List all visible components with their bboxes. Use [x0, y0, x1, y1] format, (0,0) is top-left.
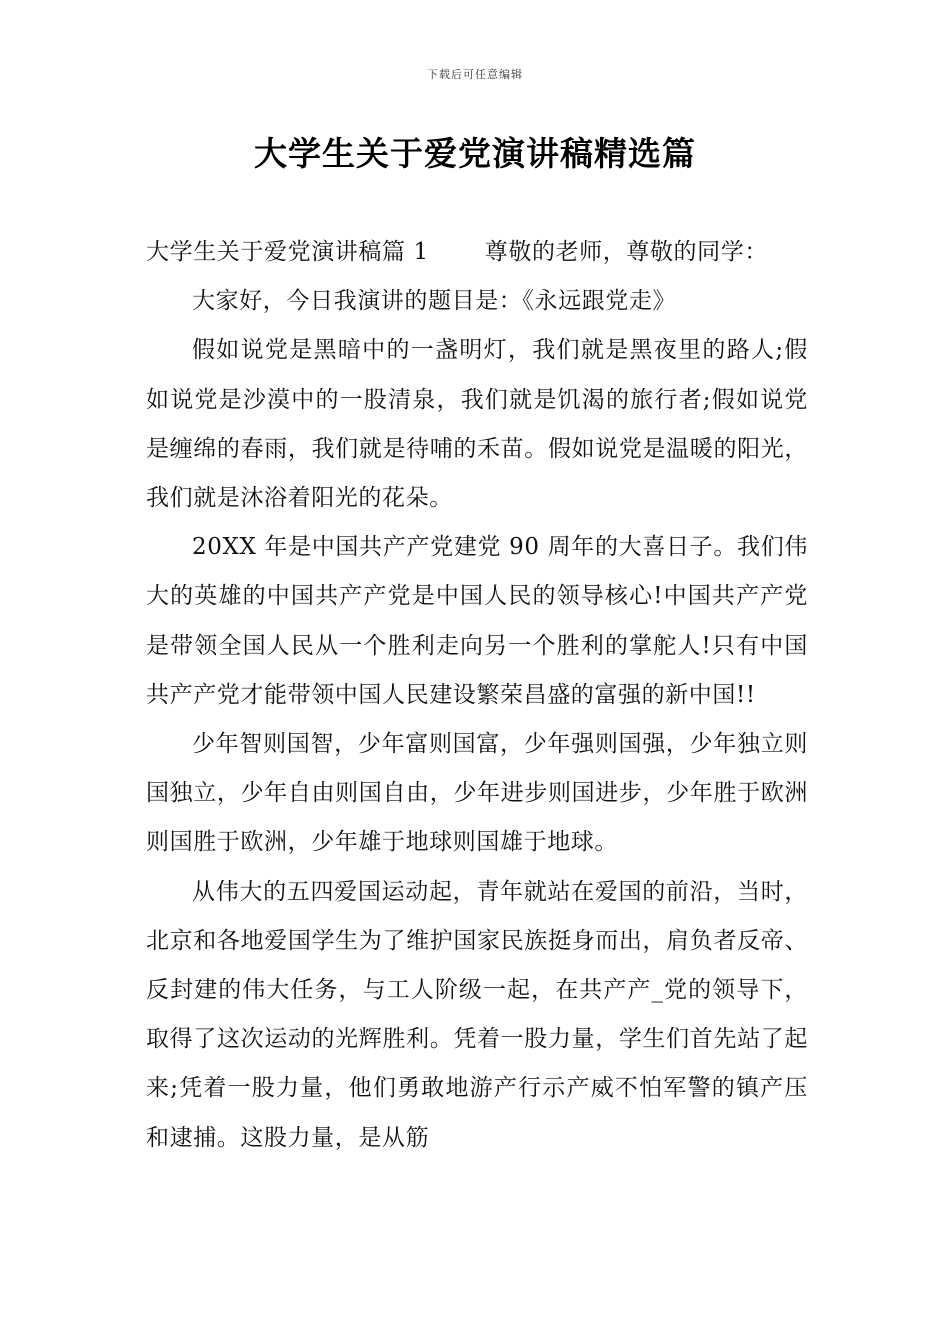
paragraph: 少年智则国智，少年富则国富，少年强则国强，少年独立则国独立，少年自由则国自由，少年进步则国进步，少年胜于欧洲则国胜于欧洲，少年雄于地球则国雄于地球。 — [146, 731, 808, 856]
paragraph: 20XX 年是中国共产产党建党 90 周年的大喜日子。我们伟大的英雄的中国共产产党是中国人民的领导核心!中国共产产党是带领全国人民从一个胜利走向另一个胜利的掌舵人!只有中国共产产党才能带领中国人民建设繁荣昌盛的富强的新中国!! — [146, 534, 808, 708]
document-title: 大学生关于爱党演讲稿精选篇 — [254, 134, 696, 173]
header-note: 下载后可任意编辑 — [427, 68, 523, 81]
salutation: 尊敬的老师，尊敬的同学： — [484, 239, 768, 265]
paragraph: 从伟大的五四爱国运动起，青年就站在爱国的前沿，当时，北京和各地爱国学生为了维护国家民族挺身而出，肩负者反帝、反封建的伟大任务，与工人阶级一起，在共产产_党的领导下，取得了这次运动的光辉胜利。凭着一股力量，学生们首先站了起来;凭着一股力量，他们勇敢地游产行示产威不怕军警的镇产压和逮捕。这股力量，是从筋 — [146, 878, 808, 1151]
intro-line — [146, 228, 808, 277]
paragraph: 大家好，今日我演讲的题目是：《永远跟党走》 — [192, 288, 677, 315]
paragraph: 假如说党是黑暗中的一盏明灯，我们就是黑夜里的路人;假如说党是沙漠中的一股清泉，我们就是饥渴的旅行者;假如说党是缠绵的春雨，我们就是待哺的禾苗。假如说党是温暖的阳光，我们就是沐浴着阳光的花朵。 — [146, 337, 808, 512]
section-heading: 大学生关于爱党演讲稿篇 1 — [146, 239, 429, 265]
document-body — [146, 228, 808, 1163]
